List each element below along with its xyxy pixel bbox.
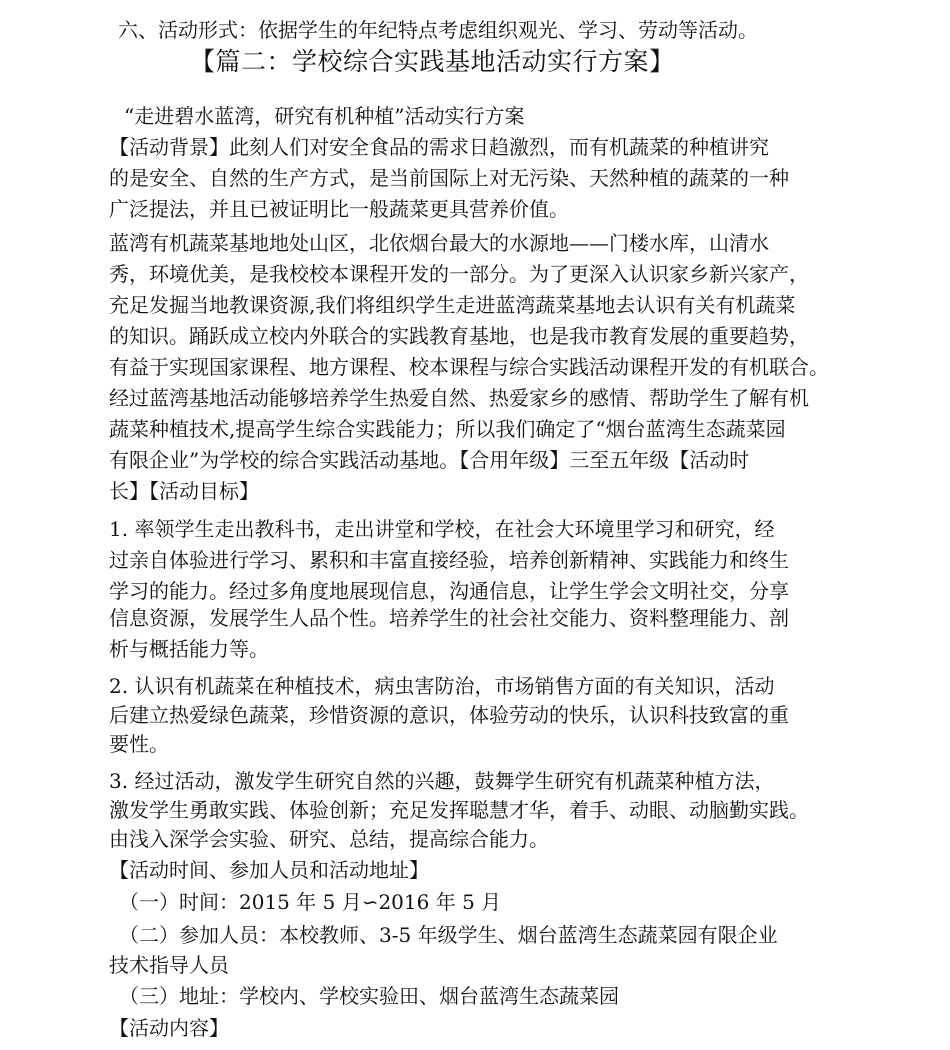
text-line: 要性。 <box>109 732 169 756</box>
text-line: 信息资源，发展学生人品个性。培养学生的社会社交能力、资料整理能力、剖 <box>109 606 789 630</box>
text-line: （二）参加人员：本校教师、3-5 年级学生、烟台蓝湾生态蔬菜园有限企业 <box>109 923 778 947</box>
text-line: 析与概括能力等。 <box>109 637 269 661</box>
text-line: 3. 经过活动，激发学生研究自然的兴趣，鼓舞学生研究有机蔬菜种植方法， <box>109 769 775 793</box>
section-title: 【篇二：学校综合实践基地活动实行方案】 <box>190 47 675 76</box>
text-line: （三）地址：学校内、学校实验田、烟台蓝湾生态蔬菜园 <box>109 984 619 1008</box>
text-line: 的是安全、自然的生产方式，是当前国际上对无污染、天然种植的蔬菜的一种 <box>109 166 789 190</box>
text-line: 学习的能力。经过多角度地展现信息，沟通信息，让学生学会文明社交，分享 <box>109 579 789 603</box>
text-line: 过亲自体验进行学习、累积和丰富直接经验，培养创新精神、实践能力和终生 <box>109 548 789 572</box>
text-line: 秀，环境优美，是我校校本课程开发的一部分。为了更深入认识家乡新兴家产， <box>109 262 809 286</box>
text-line: （一）时间：2015 年 5 月∽2016 年 5 月 <box>109 890 502 914</box>
text-line: 激发学生勇敢实践、体验创新；充足发挥聪慧才华，着手、动眼、动脑勤实践。 <box>109 798 809 822</box>
text-line: 【活动时间、参加人员和活动地址】 <box>109 858 429 882</box>
text-line: 蓝湾有机蔬菜基地地处山区，北依烟台最大的水源地——门楼水库，山清水 <box>109 231 769 255</box>
text-line: 2. 认识有机蔬菜在种植技术，病虫害防治，市场销售方面的有关知识，活动 <box>109 674 775 698</box>
text-line: 【活动背景】此刻人们对安全食品的需求日趋激烈，而有机蔬菜的种植讲究 <box>109 135 769 159</box>
text-line: 有益于实现国家课程、地方课程、校本课程与综合实践活动课程开发的有机联合。 <box>109 355 829 379</box>
text-line: 的知识。踊跃成立校内外联合的实践教育基地，也是我市教育发展的重要趋势， <box>109 324 809 348</box>
text-line: 充足发掘当地教课资源,我们将组织学生走进蓝湾蔬菜基地去认识有关有机蔬菜 <box>109 293 796 317</box>
text-line: 后建立热爱绿色蔬菜，珍惜资源的意识，体验劳动的快乐，认识科技致富的重 <box>109 703 789 727</box>
text-line: 有限企业”为学校的综合实践活动基地。【合用年级】三至五年级【活动时 <box>109 448 750 472</box>
text-line: 1. 率领学生走出教科书，走出讲堂和学校，在社会大环境里学习和研究，经 <box>109 517 775 541</box>
text-line: 【活动内容】 <box>109 1016 229 1040</box>
text-line: 长】【活动目标】 <box>109 479 259 503</box>
intro-line: 六、活动形式：依据学生的年纪特点考虑组织观光、学习、劳动等活动。 <box>118 18 758 42</box>
text-line: 由浅入深学会实验、研究、总结，提高综合能力。 <box>109 827 549 851</box>
plan-title: “走进碧水蓝湾，研究有机种植”活动实行方案 <box>124 104 525 128</box>
text-line: 技术指导人员 <box>109 953 229 977</box>
text-line: 蔬菜种植技术,提高学生综合实践能力；所以我们确定了“烟台蓝湾生态蔬菜园 <box>109 417 786 441</box>
text-line: 经过蓝湾基地活动能够培养学生热爱自然、热爱家乡的感情、帮助学生了解有机 <box>109 386 809 410</box>
text-line: 广泛提法，并且已被证明比一般蔬菜更具营养价值。 <box>109 197 569 221</box>
